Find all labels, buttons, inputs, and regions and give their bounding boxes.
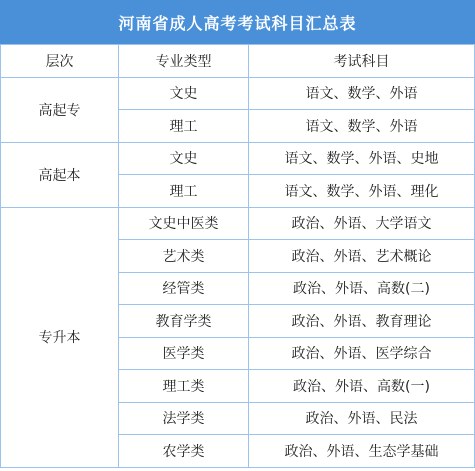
major-type-cell: 文史中医类: [119, 207, 249, 240]
header-level: 层次: [1, 45, 119, 78]
subjects-cell: 政治、外语、教育理论: [249, 305, 475, 338]
major-type-cell: 文史: [119, 77, 249, 110]
major-type-cell: 文史: [119, 142, 249, 175]
level-cell: 高起本: [1, 142, 119, 207]
subjects-cell: 语文、数学、外语: [249, 110, 475, 143]
header-major-type: 专业类型: [119, 45, 249, 78]
subjects-cell: 政治、外语、民法: [249, 402, 475, 435]
table-title: 河南省成人高考考试科目汇总表: [0, 0, 475, 44]
subjects-cell: 语文、数学、外语、理化: [249, 175, 475, 208]
major-type-cell: 理工类: [119, 370, 249, 403]
table-row: [1, 77, 475, 110]
subjects-cell: 政治、外语、生态学基础: [249, 435, 475, 468]
subjects-cell: 语文、数学、外语: [249, 77, 475, 110]
major-type-cell: 教育学类: [119, 305, 249, 338]
major-type-cell: 法学类: [119, 402, 249, 435]
subjects-cell: 政治、外语、医学综合: [249, 337, 475, 370]
table-row: [1, 142, 475, 175]
subjects-cell: 政治、外语、艺术概论: [249, 240, 475, 273]
major-type-cell: 理工: [119, 175, 249, 208]
subjects-cell: 政治、外语、大学语文: [249, 207, 475, 240]
level-cell: 专升本: [1, 207, 119, 467]
major-type-cell: 理工: [119, 110, 249, 143]
major-type-cell: 艺术类: [119, 240, 249, 273]
subjects-cell: 语文、数学、外语、史地: [249, 142, 475, 175]
exam-subjects-table: [0, 44, 475, 468]
header-row: [1, 45, 475, 78]
major-type-cell: 医学类: [119, 337, 249, 370]
major-type-cell: 农学类: [119, 435, 249, 468]
subjects-cell: 政治、外语、高数(一): [249, 370, 475, 403]
table-row: [1, 207, 475, 240]
major-type-cell: 经管类: [119, 272, 249, 305]
level-cell: 高起专: [1, 77, 119, 142]
header-exam-subjects: 考试科目: [249, 45, 475, 78]
subjects-cell: 政治、外语、高数(二): [249, 272, 475, 305]
